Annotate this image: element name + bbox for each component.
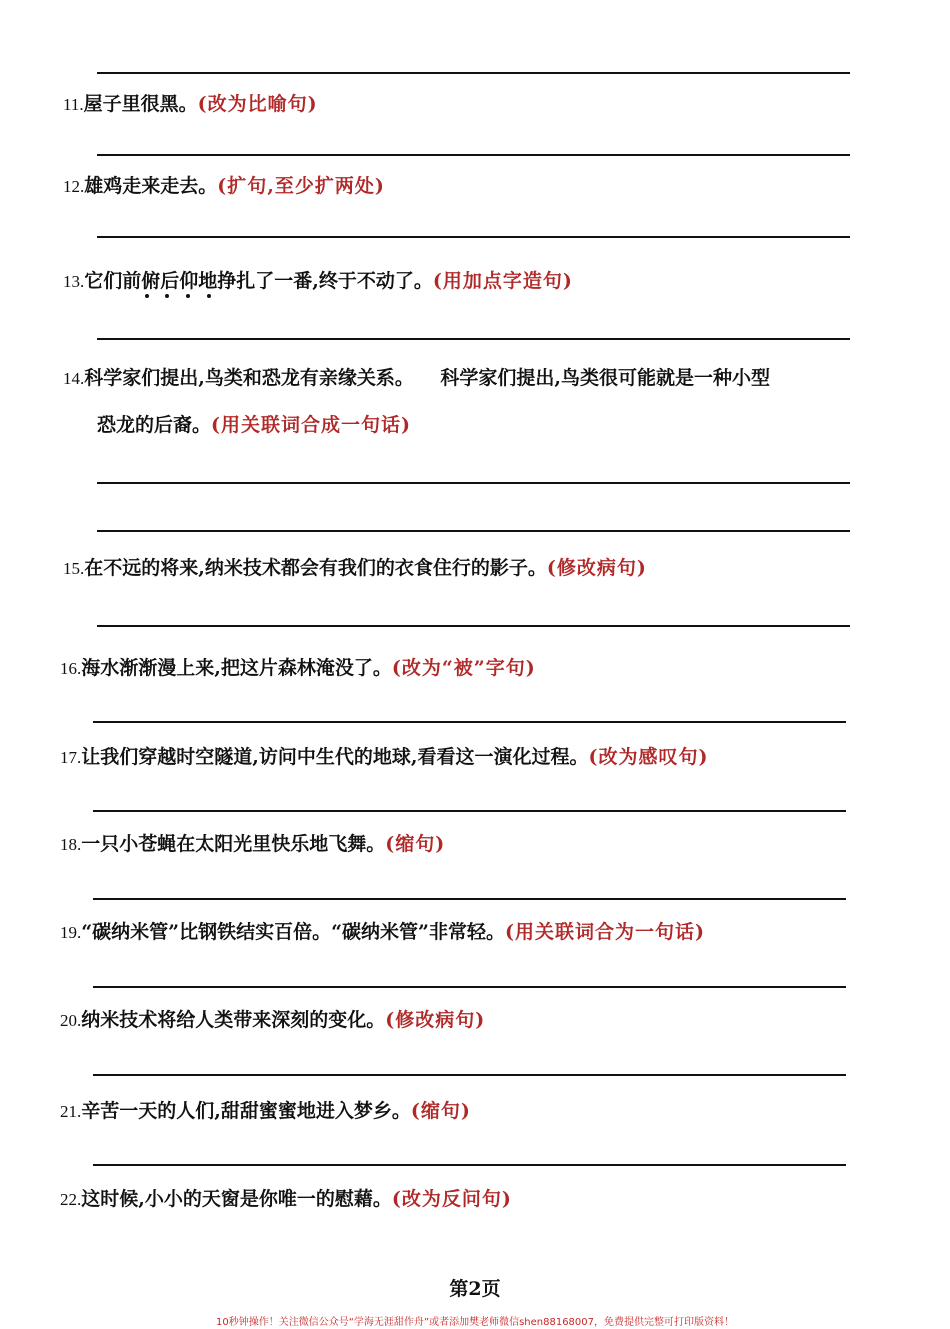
question-12	[63, 174, 385, 199]
question-18	[60, 832, 445, 857]
question-instruction: (改为“被”字句)	[391, 657, 536, 679]
question-15	[63, 556, 647, 581]
question-number: 16.	[60, 659, 82, 678]
question-13	[63, 269, 573, 294]
question-14	[63, 366, 770, 391]
question-text: 纳米技术将给人类带来深刻的变化。	[81, 1009, 386, 1031]
question-number: 15.	[63, 559, 85, 578]
answer-line[interactable]	[93, 1074, 846, 1076]
answer-line[interactable]	[93, 810, 846, 812]
question-text: 它们前俯后仰地挣扎了一番,终于不动了。	[84, 270, 433, 292]
question-instruction: (缩句)	[410, 1100, 471, 1122]
question-16	[60, 656, 536, 681]
question-number: 13.	[63, 272, 85, 291]
question-number: 12.	[63, 177, 85, 196]
question-number: 11.	[63, 95, 84, 114]
question-text: 雄鸡走来走去。	[84, 175, 218, 197]
question-text: 这时候,小小的天窗是你唯一的慰藉。	[81, 1188, 392, 1210]
question-21	[60, 1099, 471, 1124]
answer-line[interactable]	[97, 72, 850, 74]
question-instruction: (改为感叹句)	[588, 746, 709, 768]
answer-line[interactable]	[93, 898, 846, 900]
question-14-continued	[97, 413, 411, 437]
question-instruction: (修改病句)	[385, 1009, 486, 1031]
question-number: 20.	[60, 1011, 82, 1030]
question-number: 14.	[63, 369, 85, 388]
answer-line[interactable]	[97, 625, 850, 627]
question-text: “碳纳米管”比钢铁结实百倍。“碳纳米管”非常轻。	[81, 921, 505, 943]
emphasis-dot	[207, 294, 211, 298]
question-text: 在不远的将来,纳米技术都会有我们的衣食住行的影子。	[84, 557, 547, 579]
question-number: 19.	[60, 923, 82, 942]
question-text: 辛苦一天的人们,甜甜蜜蜜地进入梦乡。	[81, 1100, 411, 1122]
question-instruction: (用加点字造句)	[432, 270, 573, 292]
question-number: 21.	[60, 1102, 82, 1121]
question-instruction: (用关联词合为一句话)	[504, 921, 705, 943]
question-22	[60, 1187, 512, 1212]
question-instruction: (用关联词合成一句话)	[211, 414, 411, 436]
question-text-continued: 恐龙的后裔。	[97, 414, 212, 436]
question-instruction: (缩句)	[385, 833, 446, 855]
answer-line[interactable]	[93, 1164, 846, 1166]
question-text: 一只小苍蝇在太阳光里快乐地飞舞。	[81, 833, 386, 855]
question-number: 18.	[60, 835, 82, 854]
question-instruction: (改为比喻句)	[197, 93, 318, 115]
answer-line[interactable]	[93, 721, 846, 723]
page-number: 第2页	[449, 1278, 501, 1300]
question-text: 海水渐渐漫上来,把这片森林淹没了。	[81, 657, 392, 679]
emphasis-dot	[186, 294, 190, 298]
question-instruction: (改为反问句)	[391, 1188, 512, 1210]
question-instruction: (修改病句)	[546, 557, 647, 579]
question-text: 科学家们提出,鸟类和恐龙有亲缘关系。 科学家们提出,鸟类很可能就是一种小型	[84, 367, 770, 389]
footer-promo-note: 10秒钟操作！关注微信公众号“学海无涯甜作舟”或者添加樊老师微信shen88168007，免费提供完整可打印版资料！	[215, 1317, 735, 1328]
answer-line[interactable]	[97, 236, 850, 238]
question-20	[60, 1008, 485, 1033]
emphasis-dot	[165, 294, 169, 298]
answer-line[interactable]	[97, 482, 850, 484]
question-19	[60, 920, 705, 945]
question-number: 22.	[60, 1190, 82, 1209]
question-text: 屋子里很黑。	[83, 93, 198, 115]
question-text: 让我们穿越时空隧道,访问中生代的地球,看看这一演化过程。	[81, 746, 589, 768]
answer-line[interactable]	[97, 154, 850, 156]
answer-line[interactable]	[93, 986, 846, 988]
answer-line[interactable]	[97, 530, 850, 532]
answer-line[interactable]	[97, 338, 850, 340]
question-17	[60, 745, 708, 770]
question-number: 17.	[60, 748, 82, 767]
question-11	[63, 92, 318, 117]
question-instruction: (扩句,至少扩两处)	[217, 175, 385, 197]
emphasis-dot	[145, 294, 149, 298]
